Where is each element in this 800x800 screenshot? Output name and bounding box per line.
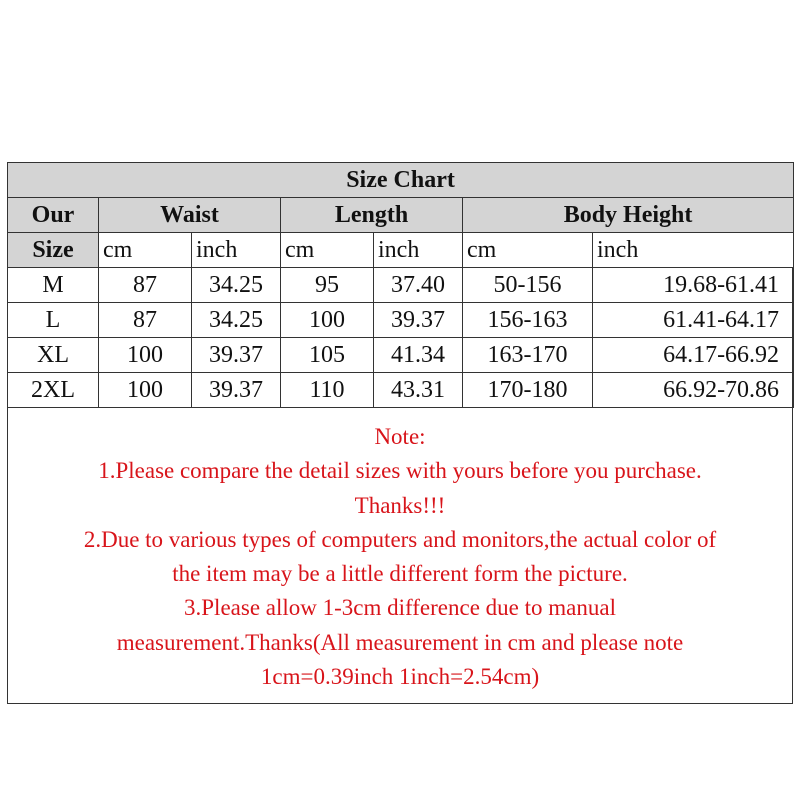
waist-cm-cell: 87 — [99, 268, 192, 303]
height-cm-cell: 170-180 — [463, 373, 593, 408]
unit-waist-cm: cm — [99, 233, 192, 268]
note-line: 2.Due to various types of computers and monitors,the actual color of — [83, 526, 717, 552]
table-row — [8, 373, 794, 408]
note-line: measurement.Thanks(All measurement in cm and please note — [116, 629, 684, 655]
waist-inch-cell: 34.25 — [192, 268, 281, 303]
note-line: the item may be a little different form the picture. — [172, 561, 628, 587]
size-cell: L — [8, 303, 99, 338]
size-chart-title: Size Chart — [8, 163, 794, 198]
length-cm-cell: 105 — [281, 338, 374, 373]
table-row — [8, 303, 794, 338]
waist-inch-cell: 39.37 — [192, 373, 281, 408]
length-cm-cell: 110 — [281, 373, 374, 408]
note-line: 1cm=0.39inch 1inch=2.54cm) — [260, 664, 540, 690]
waist-header: Waist — [99, 198, 281, 233]
unit-height-cm: cm — [463, 233, 593, 268]
length-inch-cell: 39.37 — [374, 303, 463, 338]
height-cm-cell: 156-163 — [463, 303, 593, 338]
unit-height-inch: inch — [593, 233, 794, 268]
size-chart-table — [7, 162, 794, 408]
height-cm-cell: 50-156 — [463, 268, 593, 303]
note-line: 1.Please compare the detail sizes with yours before you purchase. — [98, 458, 702, 484]
size-header-line2: Size — [8, 233, 99, 268]
length-cm-cell: 95 — [281, 268, 374, 303]
waist-inch-cell: 34.25 — [192, 303, 281, 338]
size-header-line1: Our — [8, 198, 99, 233]
size-cell: XL — [8, 338, 99, 373]
height-inch-cell: 61.41-64.17 — [593, 303, 794, 338]
waist-cm-cell: 100 — [99, 338, 192, 373]
unit-waist-inch: inch — [192, 233, 281, 268]
note-heading: Note: — [374, 424, 426, 449]
height-cm-cell: 163-170 — [463, 338, 593, 373]
length-cm-cell: 100 — [281, 303, 374, 338]
table-row — [8, 338, 794, 373]
size-cell: 2XL — [8, 373, 99, 408]
title-row — [8, 163, 794, 198]
waist-inch-cell: 39.37 — [192, 338, 281, 373]
header-row — [8, 198, 794, 233]
size-cell: M — [8, 268, 99, 303]
note-line: Thanks!!! — [354, 492, 446, 518]
unit-length-cm: cm — [281, 233, 374, 268]
notes-section — [8, 420, 792, 694]
height-inch-cell: 66.92-70.86 — [593, 373, 794, 408]
height-inch-cell: 64.17-66.92 — [593, 338, 794, 373]
waist-cm-cell: 100 — [99, 373, 192, 408]
length-inch-cell: 43.31 — [374, 373, 463, 408]
length-header: Length — [281, 198, 463, 233]
unit-length-inch: inch — [374, 233, 463, 268]
waist-cm-cell: 87 — [99, 303, 192, 338]
unit-row — [8, 233, 794, 268]
table-row — [8, 268, 794, 303]
note-line: 3.Please allow 1-3cm difference due to manual — [184, 595, 616, 621]
height-inch-cell: 19.68-61.41 — [593, 268, 794, 303]
length-inch-cell: 41.34 — [374, 338, 463, 373]
length-inch-cell: 37.40 — [374, 268, 463, 303]
body-height-header: Body Height — [463, 198, 794, 233]
